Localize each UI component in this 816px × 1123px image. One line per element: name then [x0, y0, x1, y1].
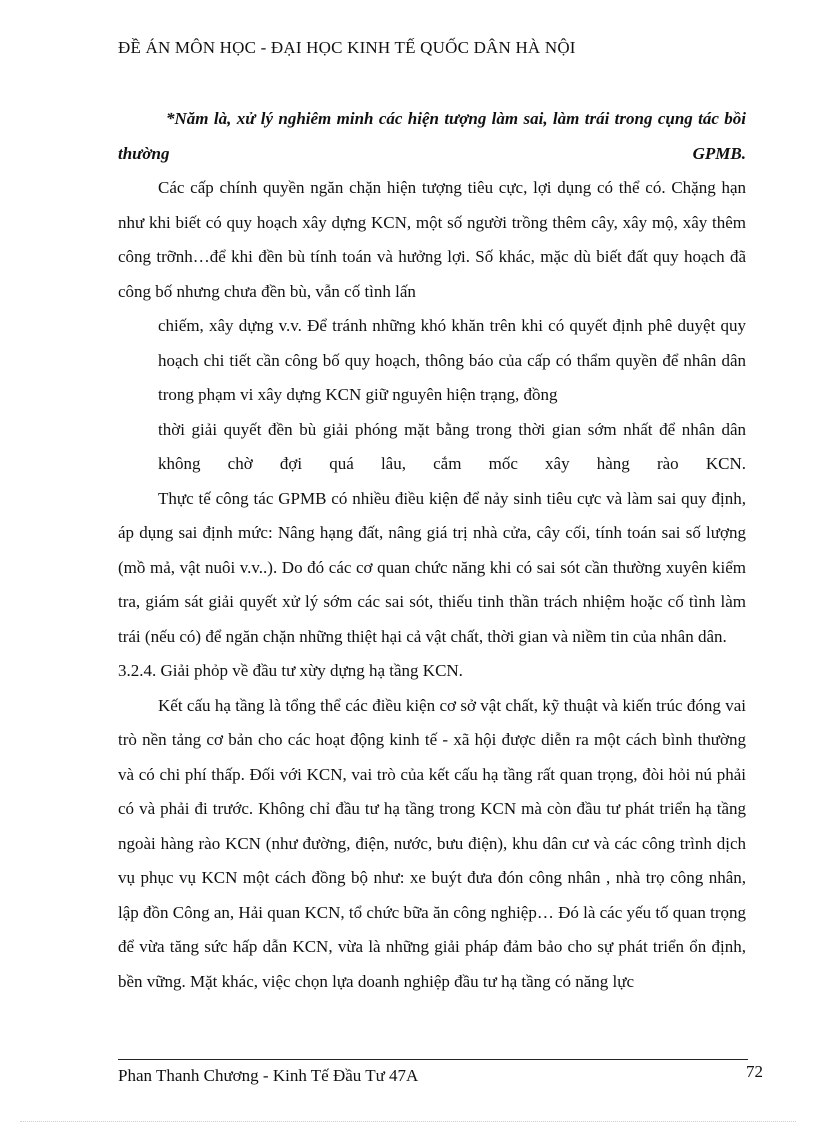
footer-divider	[118, 1059, 748, 1060]
page-number: 72	[746, 1062, 763, 1081]
page-header: ĐỀ ÁN MÔN HỌC - ĐẠI HỌC KINH TẾ QUỐC DÂN HÀ NỘI	[118, 38, 576, 57]
paragraph: chiếm, xây dựng v.v. Để tránh những khó khăn trên khi có quyết định phê duyệt quy hoạch chi tiết cần công bố quy hoạch, thông báo của cấp có thẩm quyền để nhân dân trong phạm vi xây dựng KCN giữ nguyên hiện trạng, đồng	[158, 316, 746, 404]
paragraph-heading-nam-la: *Năm là, xử lý nghiêm minh các hiện tượng làm sai, làm trái trong cụng tác bồi thường GPMB.	[118, 109, 746, 163]
paragraph: thời giải quyết đền bù giải phóng mặt bằng trong thời gian sớm nhất để nhân dân không chờ đợi quá lâu, cắm mốc xây hàng rào KCN.	[158, 419, 746, 473]
document-body	[118, 102, 746, 999]
paragraph: Thực tế công tác GPMB có nhiều điều kiện để nảy sinh tiêu cực và làm sai quy định, áp dụng sai định mức: Nâng hạng đất, nâng giá trị nhà cửa, cây cối, tính toán sai số lượng (mồ mả, vật nuôi v.v..). Do đó các cơ quan chức năng khi có sai sót cần thường xuyên kiểm tra, giám sát giải quyết xử lý sớm các sai sót, thiếu tinh thần trách nhiệm hoặc cố tình làm trái (nếu có) để ngăn chặn những thiệt hại cả vật chất, thời gian và niềm tin của nhân dân.	[118, 488, 746, 646]
page-bottom-edge	[20, 1121, 796, 1122]
paragraph: Kết cấu hạ tầng là tổng thể các điều kiện cơ sở vật chất, kỹ thuật và kiến trúc đóng vai trò nền tảng cơ bản cho các hoạt động kinh tế - xã hội được diễn ra một cách bình thường và có chi phí thấp. Đối với KCN, vai trò của kết cấu hạ tầng rất quan trọng, đòi hỏi nú phải có và phải đi trước. Không chỉ đầu tư hạ tầng trong KCN mà còn đầu tư phát triển hạ tầng ngoài hàng rào KCN (như đường, điện, nước, bưu điện), khu dân cư và các công trình dịch vụ phục vụ KCN một cách đồng bộ như: xe buýt đưa đón công nhân , nhà trọ công nhân, lập đồn Công an, Hải quan KCN, tổ chức bữa ăn công nghiệp… Đó là các yếu tố quan trọng để vừa tăng sức hấp dẫn KCN, vừa là những giải pháp đảm bảo cho sự phát triển ổn định, bền vững. Mặt khác, việc chọn lựa doanh nghiệp đầu tư hạ tầng có năng lực	[118, 695, 746, 991]
footer-author: Phan Thanh Chương - Kinh Tế Đầu Tư 47A	[118, 1066, 419, 1085]
section-heading: 3.2.4. Giải phỏp về đầu tư xừy dựng hạ tầng KCN.	[118, 661, 463, 680]
paragraph: Các cấp chính quyền ngăn chặn hiện tượng tiêu cực, lợi dụng có thể có. Chặng hạn như khi biết có quy hoạch xây dựng KCN, một số người trồng thêm cây, xây mộ, xây thêm công trỡnh…để khi đền bù tính toán và hưởng lợi. Số khác, mặc dù biết đất quy hoạch đã công bố nhưng chưa đền bù, vẫn cố tình lấn	[118, 178, 746, 301]
